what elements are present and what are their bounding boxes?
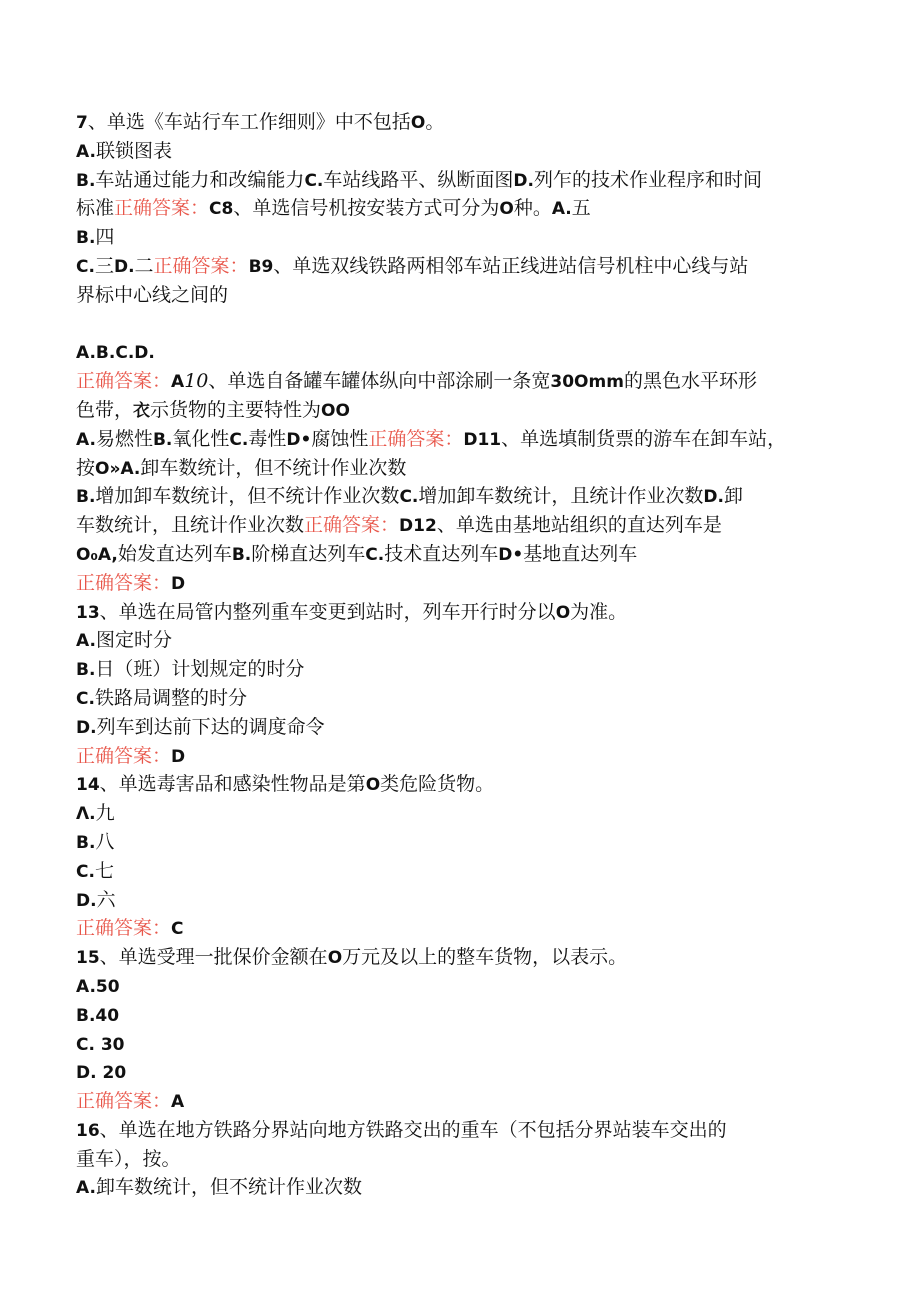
text-segment: 列车到达前下达的调度命令 bbox=[96, 715, 325, 738]
text-segment: B. bbox=[76, 660, 96, 681]
text-segment: 阶梯直达列车 bbox=[251, 542, 366, 565]
answer-label: 正确答案： bbox=[76, 571, 172, 594]
text-segment: 三 bbox=[94, 254, 114, 277]
text-line bbox=[76, 194, 846, 223]
text-segment: 图定时分 bbox=[95, 629, 172, 652]
text-segment: 增加卸车数统计，且统计作业次数 bbox=[418, 485, 704, 508]
text-segment: 列乍的技术作业程序和时间 bbox=[533, 168, 762, 191]
text-line bbox=[76, 1173, 846, 1202]
answer-label: 正确答案： bbox=[76, 370, 172, 393]
text-segment: 车数统计，且统计作业次数 bbox=[76, 514, 305, 537]
text-segment: 卸车数统计，但不统计作业次数 bbox=[95, 1176, 362, 1199]
text-segment: C. bbox=[229, 429, 249, 450]
text-line bbox=[76, 338, 846, 367]
text-segment: A. bbox=[551, 199, 572, 220]
text-segment: 卸车数统计，但不统计作业次数 bbox=[140, 456, 407, 479]
text-segment: 按 bbox=[76, 456, 96, 479]
text-line bbox=[76, 454, 846, 483]
text-segment: C. 30 bbox=[76, 1034, 125, 1055]
text-segment: B. bbox=[76, 487, 96, 508]
text-segment: 7 bbox=[76, 113, 88, 133]
text-line bbox=[76, 137, 846, 166]
text-segment: C. bbox=[399, 487, 419, 508]
text-segment: 15 bbox=[76, 948, 100, 969]
text-line bbox=[76, 1030, 846, 1059]
text-segment: 增加卸车数统计，但不统计作业次数 bbox=[95, 485, 400, 508]
text-line bbox=[76, 252, 846, 281]
text-segment: 五 bbox=[571, 197, 591, 220]
text-segment: B. bbox=[231, 544, 252, 565]
text-segment: C. bbox=[76, 861, 95, 882]
text-segment: 基地直达列车 bbox=[523, 542, 638, 565]
text-segment: 的黑色水平环形 bbox=[623, 370, 757, 393]
answer-label: 正确答案： bbox=[76, 917, 172, 940]
blank-line bbox=[76, 310, 846, 339]
text-segment: 16 bbox=[76, 1120, 100, 1141]
text-segment: 类危险货物。 bbox=[380, 773, 495, 796]
text-segment: B9 bbox=[248, 256, 274, 277]
text-segment: 、单选双线铁路两相邻车站正线进站信号机柱中心线与站 bbox=[273, 254, 749, 277]
text-segment: D. bbox=[513, 170, 534, 191]
text-segment: Λ. bbox=[76, 804, 96, 825]
text-segment: 14 bbox=[76, 775, 100, 796]
text-segment: A. bbox=[76, 1178, 96, 1199]
text-line bbox=[76, 799, 846, 828]
text-segment: 毒性 bbox=[248, 427, 287, 450]
text-line bbox=[76, 166, 846, 195]
text-segment: 始发直达列车 bbox=[117, 542, 232, 565]
text-segment: D11 bbox=[463, 429, 502, 450]
text-segment: D• bbox=[286, 429, 312, 450]
text-segment: B. bbox=[76, 228, 96, 249]
text-segment: O»A. bbox=[95, 458, 141, 479]
text-line bbox=[76, 1116, 846, 1145]
text-segment: 、单选由基地站组织的直达列车是 bbox=[436, 514, 722, 537]
text-segment: O bbox=[499, 199, 514, 220]
answer-label: 正确答案： bbox=[76, 1090, 172, 1113]
document-body bbox=[76, 108, 846, 1202]
text-segment: 日（班）计划规定的时分 bbox=[95, 658, 305, 681]
text-segment: 技术直达列车 bbox=[384, 542, 499, 565]
text-segment: 13 bbox=[76, 602, 100, 623]
text-segment: 色带， bbox=[76, 398, 134, 421]
text-segment: 示货物的主要特性为 bbox=[150, 398, 322, 421]
text-segment: 联锁图表 bbox=[95, 139, 172, 162]
answer-label: 正确答案： bbox=[368, 427, 464, 450]
text-segment: 二 bbox=[134, 254, 154, 277]
text-segment: 重车），按。 bbox=[76, 1147, 181, 1170]
text-segment: 车站线路平、纵断面图 bbox=[323, 168, 514, 191]
text-segment: B. bbox=[76, 832, 96, 853]
text-line bbox=[76, 914, 846, 943]
text-segment: O bbox=[327, 948, 343, 969]
text-line bbox=[76, 886, 846, 915]
text-line bbox=[76, 598, 846, 627]
text-segment: 、单选自备罐车罐体纵向中部涂刷一条宽 bbox=[208, 370, 551, 393]
text-segment: 四 bbox=[95, 226, 115, 249]
text-segment: 。 bbox=[425, 111, 445, 133]
text-line bbox=[76, 223, 846, 252]
text-segment: 、单选毒害品和感染性物品是第 bbox=[99, 773, 366, 796]
text-segment: D. bbox=[113, 256, 135, 277]
text-segment: 七 bbox=[94, 859, 114, 882]
text-segment: 腐蚀性 bbox=[311, 427, 369, 450]
text-segment: C bbox=[171, 919, 184, 940]
text-segment: 、单选受理一批保价金额在 bbox=[99, 946, 328, 969]
text-segment: A. bbox=[76, 631, 96, 652]
text-line bbox=[76, 742, 846, 771]
text-segment: D. bbox=[76, 717, 97, 738]
answer-label: 正确答案： bbox=[76, 744, 172, 767]
text-line bbox=[76, 684, 846, 713]
text-segment: D12 bbox=[399, 516, 437, 537]
text-segment: B.40 bbox=[76, 1005, 120, 1026]
text-segment: 、单选在局管内整列重车变更到站时，列车开行时分以 bbox=[99, 600, 556, 623]
text-line bbox=[76, 1087, 846, 1116]
text-line bbox=[76, 425, 846, 454]
text-segment: 30Omm bbox=[550, 372, 624, 393]
text-segment: 九 bbox=[95, 802, 115, 825]
text-segment: 衣 bbox=[133, 400, 151, 421]
text-segment: O₀A, bbox=[76, 544, 118, 565]
text-line bbox=[76, 540, 846, 569]
text-line bbox=[76, 972, 846, 1001]
text-segment: 八 bbox=[95, 830, 115, 853]
text-segment: C. bbox=[365, 544, 385, 565]
answer-label: 正确答案： bbox=[153, 254, 249, 277]
text-line bbox=[76, 569, 846, 598]
text-segment: 标准 bbox=[76, 197, 115, 220]
answer-label: 正确答案： bbox=[304, 514, 400, 537]
text-line bbox=[76, 828, 846, 857]
text-segment: D bbox=[171, 746, 186, 767]
text-segment: 10 bbox=[184, 370, 209, 393]
text-segment: D. 20 bbox=[76, 1063, 127, 1084]
text-segment: A. bbox=[76, 141, 96, 162]
text-segment: 六 bbox=[96, 888, 116, 911]
text-segment: A.50 bbox=[76, 976, 120, 997]
text-segment: D. bbox=[703, 487, 724, 508]
text-segment: B. bbox=[152, 429, 173, 450]
text-segment: OO bbox=[321, 400, 350, 421]
text-segment: D bbox=[171, 573, 186, 594]
text-segment: 卸 bbox=[723, 485, 743, 508]
text-segment: O bbox=[410, 113, 426, 133]
text-segment: 界标中心线之间的 bbox=[76, 283, 229, 306]
text-segment: C8 bbox=[209, 199, 234, 220]
text-segment: 易燃性 bbox=[95, 427, 153, 450]
text-segment: 、单选在地方铁路分界站向地方铁路交出的重车（不包括分界站装车交出的 bbox=[99, 1118, 727, 1141]
text-segment: 、单选信号机按安装方式可分为 bbox=[233, 197, 500, 220]
text-line bbox=[76, 1001, 846, 1030]
text-segment: B. bbox=[76, 170, 96, 191]
text-line bbox=[76, 367, 846, 396]
text-segment: 种。 bbox=[513, 197, 552, 220]
text-segment: C. bbox=[304, 170, 324, 191]
text-line bbox=[76, 1145, 846, 1174]
text-segment: C. bbox=[76, 688, 95, 709]
text-line bbox=[76, 713, 846, 742]
text-segment: D• bbox=[498, 544, 524, 565]
text-line bbox=[76, 943, 846, 972]
text-segment: 、单选填制货票的游车在卸车站， bbox=[501, 427, 787, 450]
text-line bbox=[76, 281, 846, 310]
text-line bbox=[76, 857, 846, 886]
text-segment: 万元及以上的整车货物，以表示。 bbox=[342, 946, 628, 969]
text-segment: A bbox=[171, 372, 185, 393]
text-segment: O bbox=[555, 602, 571, 623]
text-line bbox=[76, 1058, 846, 1087]
text-segment: 氧化性 bbox=[172, 427, 230, 450]
text-line bbox=[76, 770, 846, 799]
text-segment: O bbox=[365, 775, 381, 796]
text-segment: 、单选《车站行车工作细则》中不包括 bbox=[87, 111, 411, 133]
text-segment: D. bbox=[76, 890, 97, 911]
answer-label: 正确答案： bbox=[114, 197, 210, 220]
text-line bbox=[76, 511, 846, 540]
text-line bbox=[76, 626, 846, 655]
text-segment: A.B.C.D. bbox=[76, 343, 155, 364]
text-line bbox=[76, 396, 846, 425]
text-line bbox=[76, 655, 846, 684]
text-line bbox=[76, 108, 846, 137]
text-segment: A bbox=[171, 1092, 185, 1113]
text-segment: C. bbox=[76, 256, 95, 277]
text-segment: 为准。 bbox=[570, 600, 628, 623]
text-segment: 车站通过能力和改编能力 bbox=[95, 168, 305, 191]
text-segment: A. bbox=[76, 429, 96, 450]
text-line bbox=[76, 482, 846, 511]
text-segment: 铁路局调整的时分 bbox=[94, 686, 247, 709]
